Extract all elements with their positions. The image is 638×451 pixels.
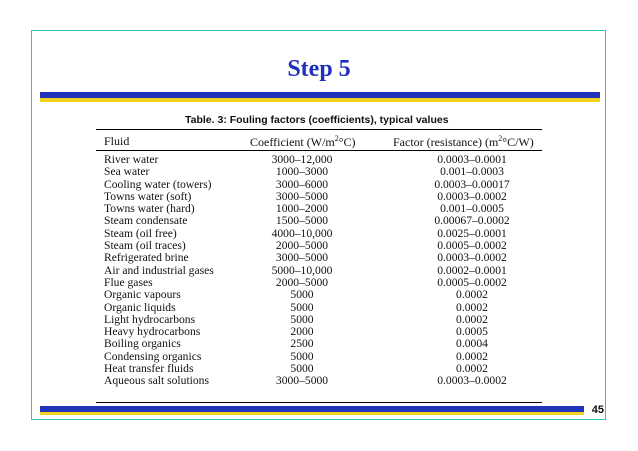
- factor-cell: 0.0002: [456, 312, 488, 326]
- header-factor-unit: °C/W): [502, 135, 534, 149]
- coefficient-cell: 3000–12,000: [271, 153, 333, 166]
- fluid-cell: Cooling water (towers): [104, 177, 212, 191]
- coefficient-cell: 2500: [290, 337, 314, 351]
- table-row: [0, 375, 638, 387]
- factor-cell: 0.0002: [456, 300, 488, 314]
- coefficient-cell: 5000: [290, 288, 314, 302]
- table-header-rule: [96, 150, 542, 151]
- bottom-divider-yellow: [40, 412, 584, 415]
- factor-cell: 0.0003–0.0002: [437, 251, 507, 265]
- coefficient-cell: 3000–5000: [275, 189, 329, 203]
- table-row: [0, 326, 638, 338]
- factor-cell: 0.0002: [456, 362, 488, 376]
- factor-cell: 0.001–0.0003: [440, 165, 504, 179]
- fluid-cell: Boiling organics: [104, 337, 181, 351]
- table-row: [0, 338, 638, 350]
- factor-cell: 0.00067–0.0002: [434, 214, 510, 228]
- header-coefficient-text: Coefficient (W/m: [250, 135, 335, 149]
- coefficient-cell: 3000–5000: [275, 251, 329, 265]
- factor-cell: 0.0002–0.0001: [437, 263, 507, 277]
- table-top-rule: [96, 129, 542, 130]
- table-row: [0, 166, 638, 178]
- fluid-cell: Condensing organics: [104, 349, 202, 363]
- table-bottom-rule: [96, 402, 542, 403]
- table-row: [0, 289, 638, 301]
- table-row: [0, 277, 638, 289]
- factor-cell: 0.0003–0.0002: [437, 189, 507, 203]
- coefficient-cell: 2000: [290, 325, 314, 339]
- fluid-cell: Sea water: [104, 165, 150, 179]
- coefficient-cell: 2000–5000: [275, 275, 329, 289]
- factor-cell: 0.0003–0.0001: [437, 153, 507, 166]
- top-divider-bar: [40, 92, 600, 102]
- page-number: 45: [591, 404, 604, 416]
- factor-cell: 0.0025–0.0001: [437, 226, 507, 240]
- table-row: [0, 314, 638, 326]
- table-caption: Table. 3: Fouling factors (coefficients), typical values: [185, 114, 449, 126]
- coefficient-cell: 2000–5000: [275, 239, 329, 253]
- fluid-cell: Heavy hydrocarbons: [104, 325, 201, 339]
- factor-cell: 0.0002: [456, 288, 488, 302]
- header-factor-text: Factor (resistance) (m: [393, 135, 499, 149]
- table-row: [0, 215, 638, 227]
- fluid-cell: Towns water (hard): [104, 202, 195, 216]
- coefficient-cell: 3000–6000: [275, 177, 329, 191]
- fluid-cell: Towns water (soft): [104, 189, 192, 203]
- coefficient-cell: 3000–5000: [275, 374, 329, 388]
- factor-cell: 0.0003–0.00017: [434, 177, 510, 191]
- header-factor-sup: 2: [498, 134, 503, 143]
- table-row: [0, 302, 638, 314]
- fluid-cell: Aqueous salt solutions: [104, 374, 209, 388]
- fluid-cell: Flue gases: [104, 275, 153, 289]
- table-row: [0, 252, 638, 264]
- factor-cell: 0.0002: [456, 349, 488, 363]
- factor-cell: 0.0005–0.0002: [437, 239, 507, 253]
- factor-cell: 0.0004: [456, 337, 488, 351]
- header-fluid: Fluid: [104, 134, 130, 148]
- fluid-cell: River water: [104, 153, 159, 166]
- coefficient-cell: 1500–5000: [275, 214, 329, 228]
- bottom-divider-bar: [40, 406, 584, 416]
- coefficient-cell: 5000: [290, 300, 314, 314]
- coefficient-cell: 1000–2000: [275, 202, 329, 216]
- coefficient-cell: 1000–3000: [275, 165, 329, 179]
- table-row: [0, 351, 638, 363]
- fluid-cell: Steam (oil free): [104, 226, 177, 240]
- top-divider-yellow: [40, 98, 600, 102]
- fluid-cell: Organic vapours: [104, 288, 181, 302]
- factor-cell: 0.0005: [456, 325, 488, 339]
- fluid-cell: Organic liquids: [104, 300, 176, 314]
- header-coefficient-unit: °C): [338, 135, 356, 149]
- coefficient-cell: 5000: [290, 362, 314, 376]
- fluid-cell: Light hydrocarbons: [104, 312, 196, 326]
- fluid-cell: Steam condensate: [104, 214, 188, 228]
- coefficient-cell: 5000–10,000: [271, 263, 333, 277]
- factor-cell: 0.0003–0.0002: [437, 374, 507, 388]
- coefficient-cell: 5000: [290, 349, 314, 363]
- factor-cell: 0.001–0.0005: [440, 202, 504, 216]
- header-coefficient-sup: 2: [334, 134, 339, 143]
- coefficient-cell: 4000–10,000: [271, 226, 333, 240]
- header-coefficient: [250, 134, 356, 150]
- header-factor: [393, 134, 534, 150]
- slide-title: Step 5: [287, 56, 351, 82]
- factor-cell: 0.0005–0.0002: [437, 275, 507, 289]
- table-body: [0, 154, 638, 388]
- fluid-cell: Steam (oil traces): [104, 239, 186, 253]
- fluid-cell: Refrigerated brine: [104, 251, 189, 265]
- fluid-cell: Heat transfer fluids: [104, 362, 194, 376]
- coefficient-cell: 5000: [290, 312, 314, 326]
- fluid-cell: Air and industrial gases: [104, 263, 214, 277]
